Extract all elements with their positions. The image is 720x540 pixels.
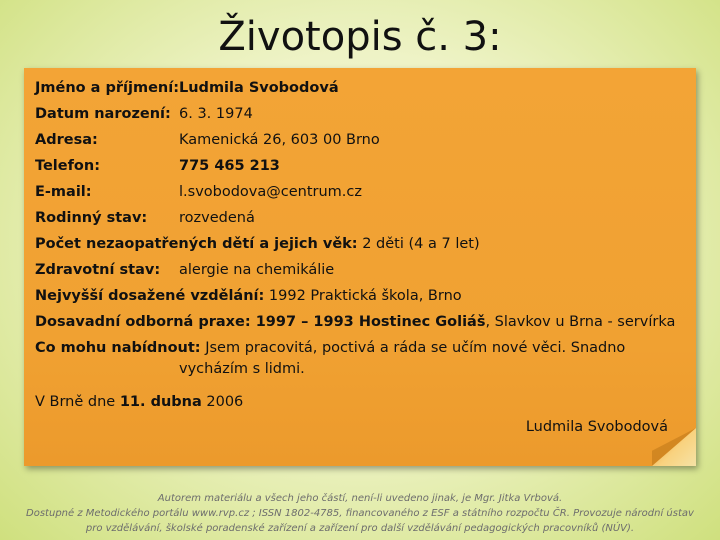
field-address — [35, 130, 380, 150]
place-prefix: V Brně dne — [35, 394, 120, 410]
field-label: Telefon: — [35, 158, 100, 174]
cv-note — [24, 68, 696, 466]
field-marital-status — [35, 208, 255, 228]
field-health — [35, 260, 335, 280]
field-label: Datum narození: — [35, 106, 171, 122]
field-label: Dosavadní odborná praxe: 1997 – 1993 Hostinec Goliáš — [35, 314, 486, 330]
field-value: rozvedená — [179, 210, 255, 226]
field-value: Ludmila Svobodová — [179, 80, 339, 96]
date: 11. dubna — [119, 394, 202, 410]
field-value: Jsem pracovitá, poctivá a ráda se učím nové věci. Snadno — [200, 340, 626, 356]
footer — [0, 491, 720, 536]
footer-line: pro vzdělávání, školské poradenské zařízení a zařízení pro další vzdělávání pedagogických pracovníků (NÚV). — [85, 523, 635, 534]
field-label: Nejvyšší dosažené vzdělání: — [35, 288, 265, 304]
field-offer — [35, 338, 625, 358]
footer-line: Dostupné z Metodického portálu www.rvp.cz ; ISSN 1802-4785, financovaného z ESF a státního rozpočtu ČR. Provozuje národní ústav — [26, 508, 694, 519]
field-phone — [35, 156, 280, 176]
footer-line: Autorem materiálu a všech jeho částí, není-li uvedeno jinak, je Mgr. Jitka Vrbová. — [157, 493, 563, 504]
field-label: Zdravotní stav: — [35, 262, 161, 278]
field-value: 6. 3. 1974 — [179, 106, 253, 122]
field-label: Jméno a příjmení: — [35, 80, 180, 96]
signature: Ludmila Svobodová — [525, 419, 668, 435]
field-children — [35, 234, 480, 254]
page-title: Životopis č. 3: — [218, 14, 502, 60]
field-label: Rodinný stav: — [35, 210, 148, 226]
field-email — [35, 182, 362, 202]
place-date — [35, 392, 243, 412]
field-birthdate — [35, 104, 253, 124]
field-practice — [35, 312, 675, 332]
field-education — [35, 286, 462, 306]
field-name — [35, 78, 339, 98]
field-value: 775 465 213 — [179, 158, 280, 174]
field-value: , Slavkov u Brna - servírka — [485, 314, 676, 330]
field-value: alergie na chemikálie — [179, 262, 335, 278]
field-value: 1992 Praktická škola, Brno — [264, 288, 462, 304]
field-value: 2 děti (4 a 7 let) — [357, 236, 480, 252]
field-offer-continuation: vycházím s lidmi. — [179, 361, 305, 377]
field-label: E-mail: — [35, 184, 92, 200]
field-value: l.svobodova@centrum.cz — [179, 184, 362, 200]
field-label: Počet nezaopatřených dětí a jejich věk: — [35, 236, 358, 252]
field-label: Adresa: — [35, 132, 98, 148]
year: 2006 — [201, 394, 244, 410]
field-label: Co mohu nabídnout: — [35, 340, 201, 356]
field-value: Kamenická 26, 603 00 Brno — [179, 132, 380, 148]
